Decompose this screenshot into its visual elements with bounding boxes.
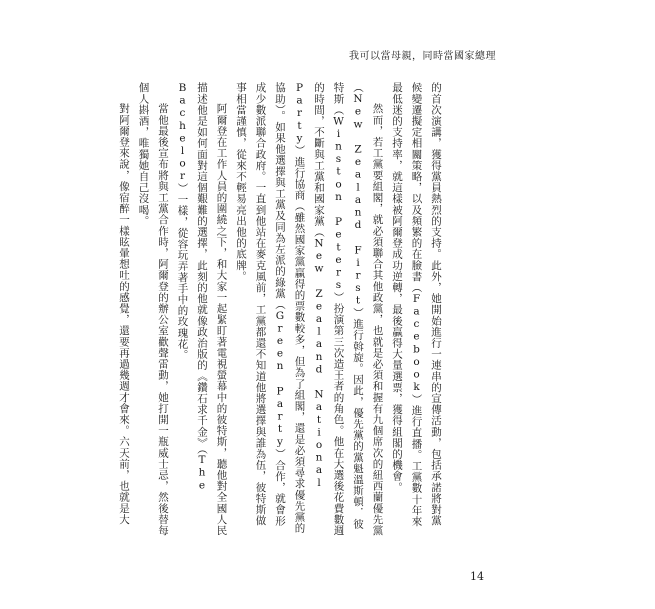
paragraph: 阿爾登在工作人員的圍繞之下，和大家一起緊盯著電視螢幕中的彼特斯，聽他對全國人民描述他是如何面對這個艱難的選擇，此刻的他就像政治版的《鑽石求千金》（The Bachelor）一樣，從容玩弄著手中的玫瑰花。 <box>176 82 228 536</box>
paragraph: 對阿爾登來說，像宿醉一樣眩暈想吐的感覺，還要再過幾週才會來。六天前，也就是大 <box>118 103 130 525</box>
body-text <box>118 82 445 537</box>
paragraph: 的首次演講，獲得黨員熱烈的支持。此外，她開始進行一連串的宣傳活動，包括承諾將對黨候變遷擬定相關策略，以及頻繁的在臉書（Facebook）進行直播。工黨數十年來最低迷的支持率，就這樣被阿爾登成功逆轉，最後贏得大量選票，獲得組閣的機會。 <box>391 82 442 527</box>
running-header: 我可以當母親，同時當國家總理 <box>349 51 496 62</box>
page-number: 14 <box>470 570 484 583</box>
paragraph: 當他最後宣布將與工黨合作時，阿爾登的辦公室歡聲雷動，她打開一瓶威士忌，然後替每個人斟酒，唯獨她自己沒喝。 <box>137 82 169 536</box>
paragraph: 然而，若工黨要組閣，就必須聯合其他政黨，也就是必須和握有九個席次的紐西蘭優先黨（New Zealand First）進行斡旋。因此，優先黨的黨魁溫斯頓．彼特斯（Winston Peters）扮演第三次造王者的角色。他在大選後花費數週的時間，不斷與工黨和國家黨（New Zealand National Party）進行協商（雖然國家黨贏得的票數較多，但為了組閣，還是必須尋求優先黨的協助）。如果他選擇與工黨及同為左派的綠黨（Green Party）合作，就會形成少數派聯合政府。一直到他站在麥克風前，工黨都還不知道他將選擇與誰為伍，彼特斯做事相當謹慎，從來不輕易亮出他的底牌。 <box>235 82 384 536</box>
